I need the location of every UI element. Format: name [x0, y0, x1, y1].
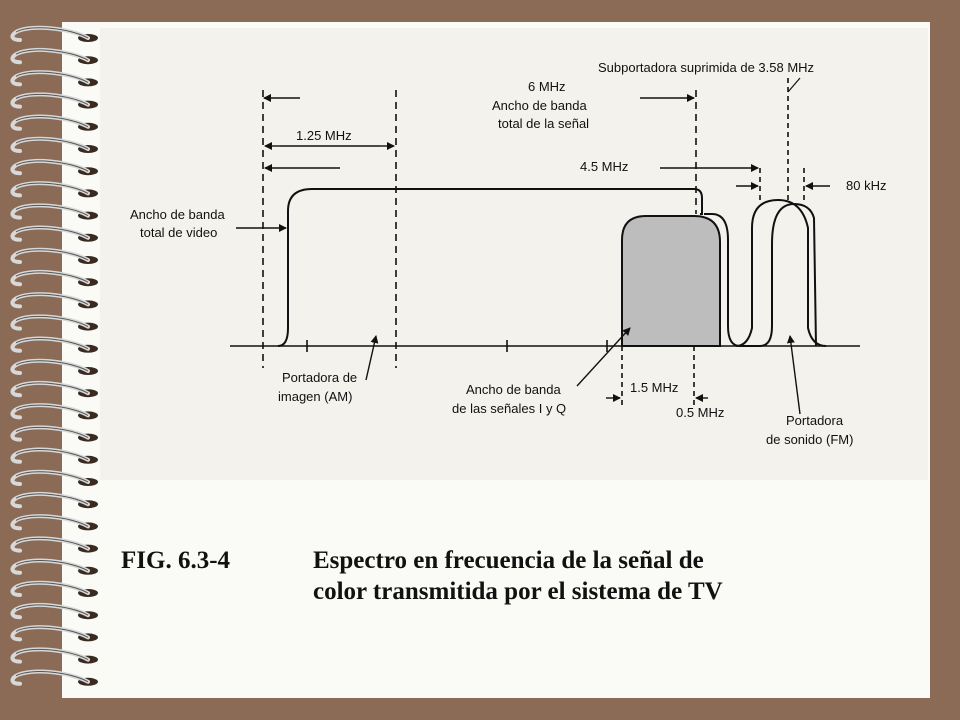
image-carrier-arrow	[366, 336, 376, 380]
spectrum-figure	[100, 28, 928, 480]
spiral-binding	[0, 0, 110, 720]
label-0-5mhz: 0.5 MHz	[676, 405, 725, 420]
label-80khz: 80 kHz	[846, 178, 887, 193]
sound-carrier-curve	[736, 200, 826, 346]
label-sound-carrier-2: de sonido (FM)	[766, 432, 854, 447]
label-iq-bw-2: de las señales I y Q	[452, 401, 567, 416]
label-image-carrier-1: Portadora de	[282, 370, 358, 385]
label-sound-carrier-1: Portadora	[786, 413, 844, 428]
iq-band-shaded	[622, 216, 720, 346]
subcarrier-leader	[788, 78, 800, 92]
video-band-curve	[278, 189, 816, 346]
label-iq-bw-1: Ancho de banda	[466, 382, 561, 397]
label-video-bw-2: total de video	[140, 225, 218, 240]
label-bw-total-2: total de la señal	[498, 116, 590, 131]
label-1-5mhz: 1.5 MHz	[630, 380, 679, 395]
label-1-25mhz: 1.25 MHz	[296, 128, 352, 143]
label-video-bw-1: Ancho de banda	[130, 207, 225, 222]
label-6mhz: 6 MHz	[528, 79, 566, 94]
spectrum-diagram	[100, 28, 928, 480]
label-bw-total-1: Ancho de banda	[492, 98, 587, 113]
caption-figure-number: FIG. 6.3-4	[121, 547, 231, 574]
label-4-5mhz: 4.5 MHz	[580, 159, 629, 174]
sound-carrier-arrow	[790, 336, 800, 414]
label-subcarrier: Subportadora suprimida de 3.58 MHz	[598, 60, 815, 75]
label-image-carrier-2: imagen (AM)	[278, 389, 353, 404]
caption-line-1: Espectro en frecuencia de la señal de	[313, 547, 704, 574]
caption-line-2: color transmitida por el sistema de TV	[313, 578, 723, 605]
